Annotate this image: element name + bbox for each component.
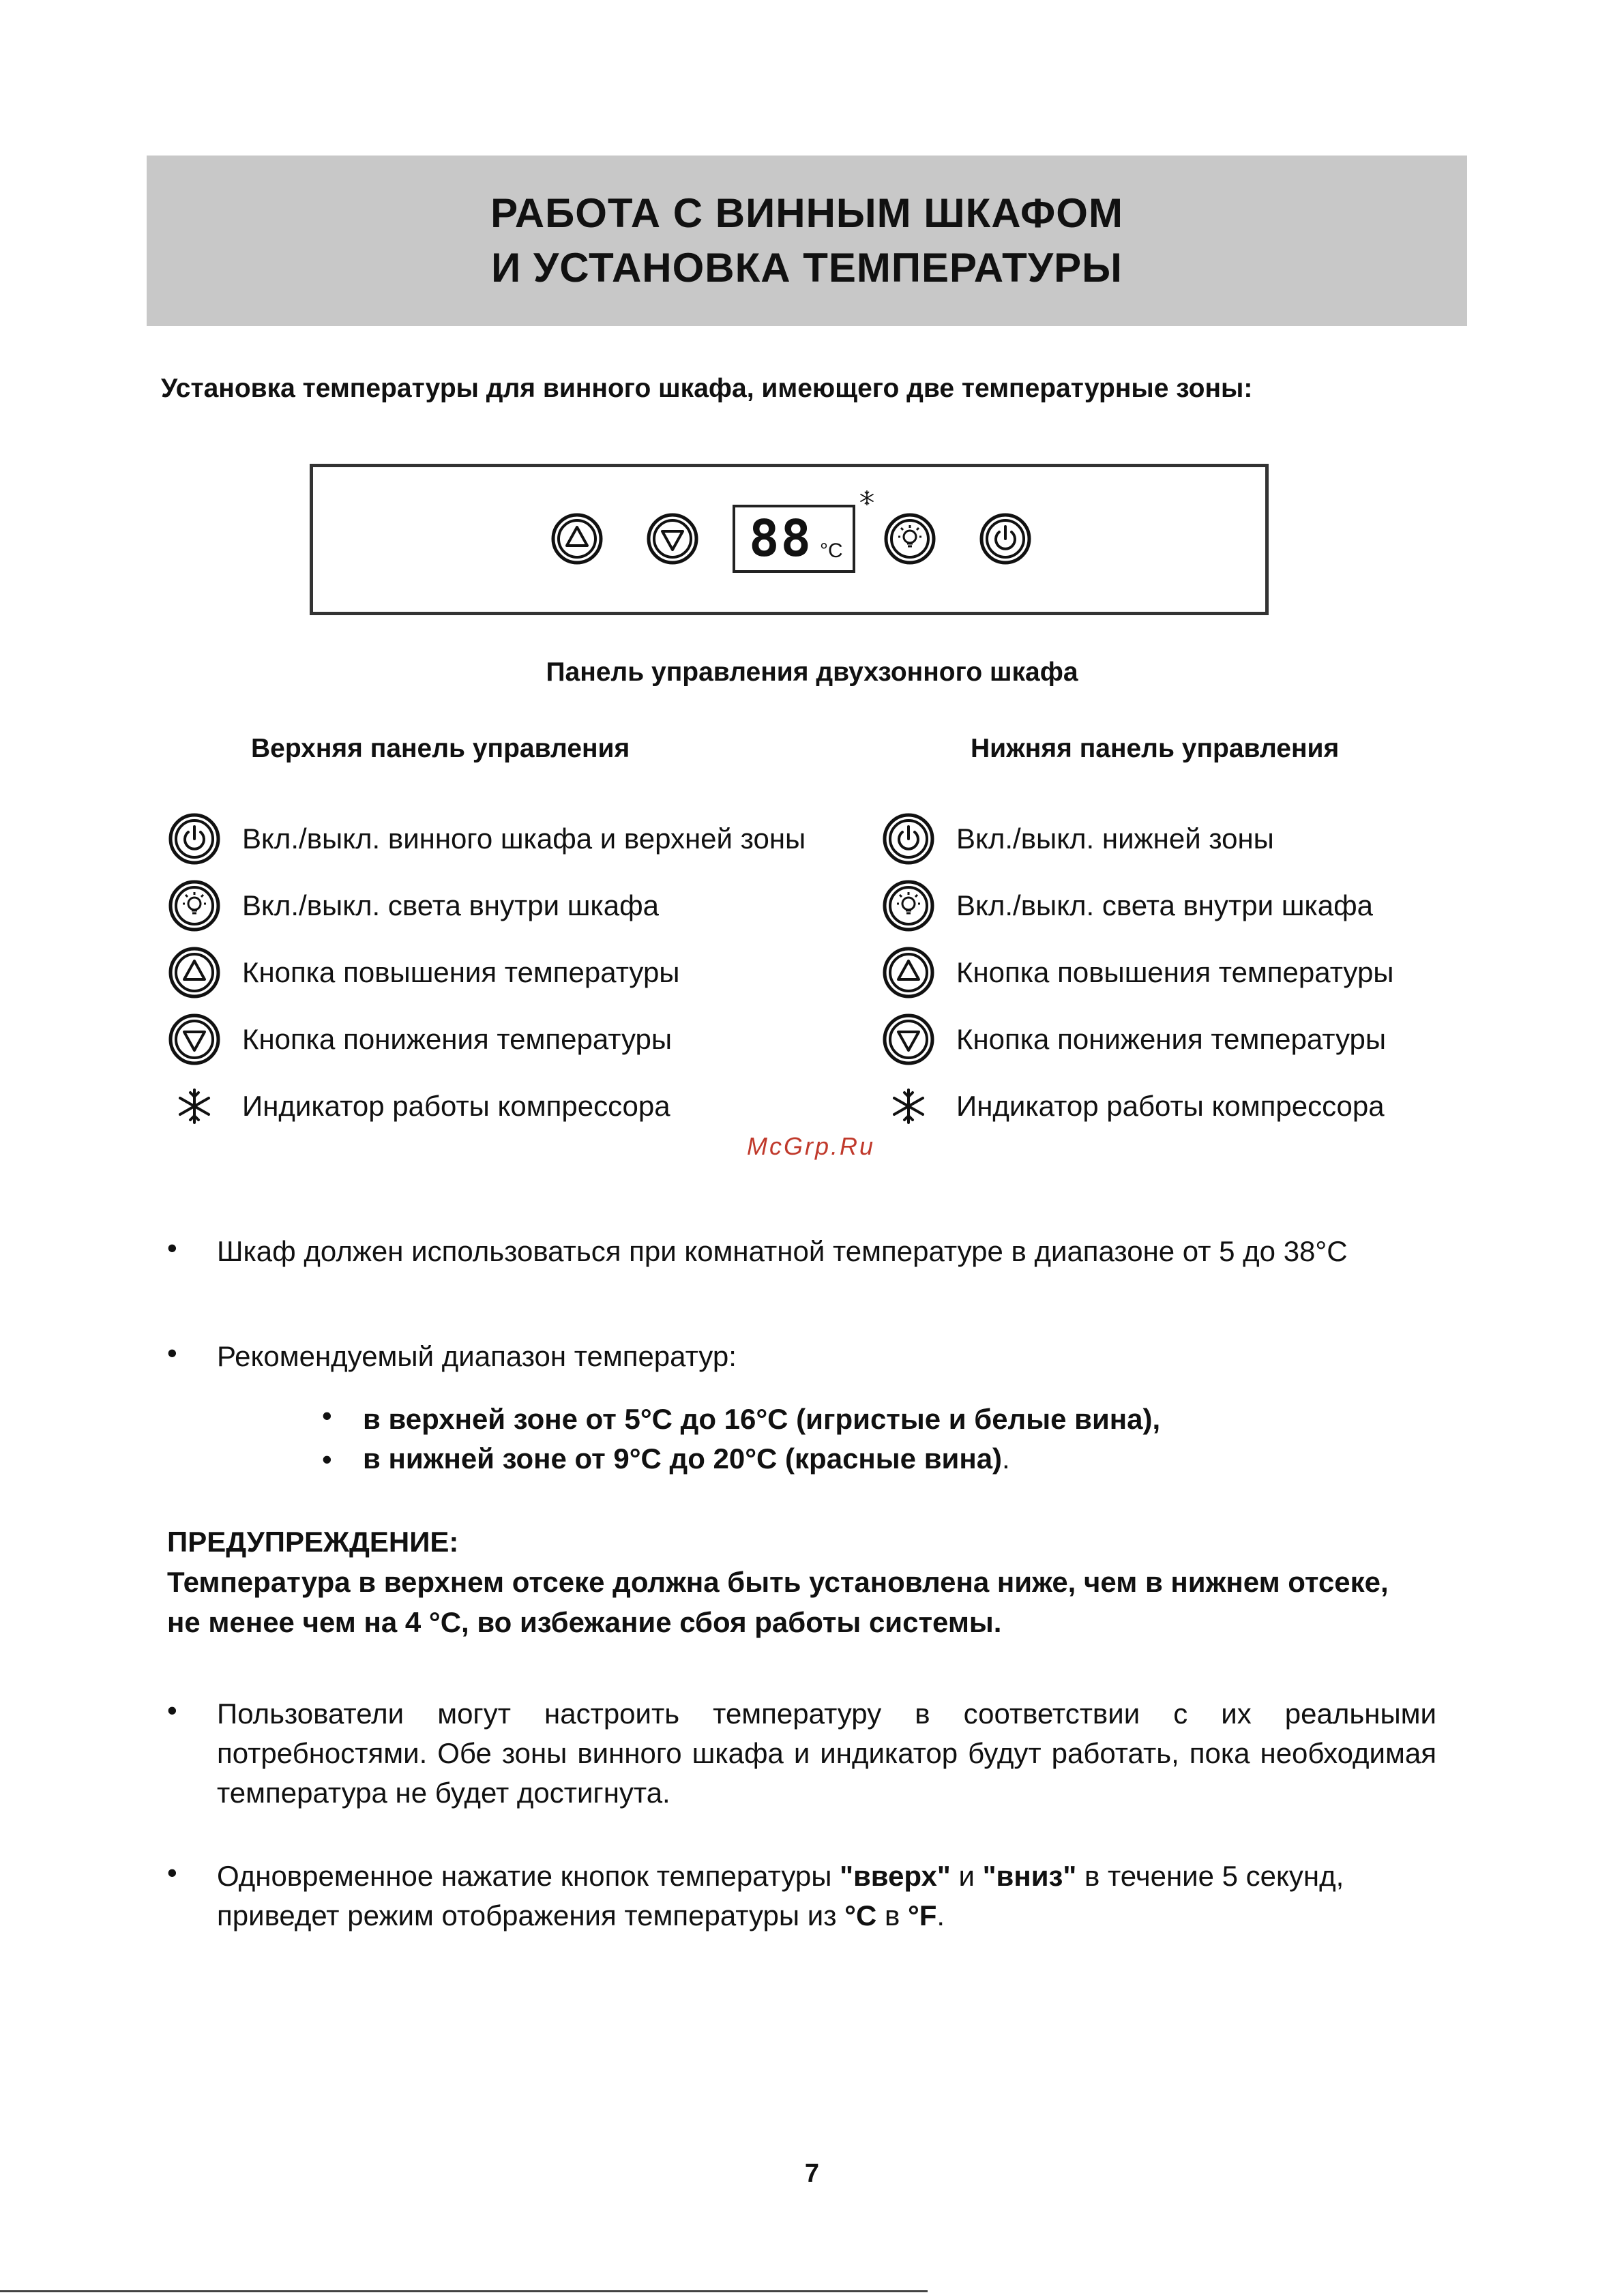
text-fragment: в течение 5 секунд, [1076, 1860, 1344, 1892]
light-icon [167, 878, 222, 933]
light-icon [883, 512, 937, 566]
legend-item [167, 945, 806, 1000]
bullet-users: Пользователи могут настроить температуру в соответствии с их реальными потребностями. Обе зоны винного шкафа и индикатор будут работать, пока необходимая температура не будет достигнута. [217, 1698, 1436, 1809]
temp-down-icon [167, 1012, 222, 1067]
text-fragment: Одновременное нажатие кнопок температуры [217, 1860, 840, 1892]
legend-item [881, 878, 1393, 933]
temp-down-icon [881, 1012, 936, 1067]
down-label: "вниз" [982, 1860, 1077, 1892]
celsius-label: °C [844, 1899, 877, 1931]
bullet-marker: • [167, 1337, 177, 1369]
page-title-line1: РАБОТА С ВИННЫМ ШКАФОМ [490, 190, 1123, 236]
legend-label: Вкл./выкл. винного шкафа и верхней зоны [242, 823, 806, 855]
snowflake-icon [167, 1079, 222, 1134]
lower-panel-legend [881, 812, 1393, 1134]
lower-zone-text: в нижней зоне от 9°С до 20°С (красные вина) [363, 1442, 1003, 1475]
lower-panel-heading: Нижняя панель управления [971, 734, 1340, 763]
bullet-marker: • [322, 1443, 332, 1475]
legend-label: Кнопка понижения температуры [242, 1023, 673, 1055]
display-digits: 88 [749, 509, 813, 568]
warning-heading: ПРЕДУПРЕЖДЕНИЕ: [167, 1526, 459, 1558]
bullet-marker: • [167, 1856, 177, 1889]
warning-line2: не менее чем на 4 °С, во избежание сбоя работы системы. [167, 1606, 1002, 1638]
text-fragment: и [950, 1860, 983, 1892]
lower-zone-end: . [1002, 1442, 1010, 1475]
legend-label: Индикатор работы компрессора [242, 1090, 670, 1122]
legend-item [881, 1012, 1393, 1067]
legend-label: Кнопка повышения температуры [242, 956, 680, 988]
legend-item [167, 812, 806, 866]
watermark: McGrp.Ru [747, 1132, 876, 1160]
title-banner [147, 156, 1467, 326]
bullet-marker: • [322, 1400, 332, 1432]
legend-label: Вкл./выкл. света внутри шкафа [242, 889, 659, 921]
temp-up-icon [550, 512, 604, 566]
legend-label: Вкл./выкл. света внутри шкафа [956, 889, 1373, 921]
panel-caption: Панель управления двухзонного шкафа [546, 657, 1078, 687]
bullet-marker: • [167, 1232, 177, 1264]
bullet-lower-zone [363, 1439, 1454, 1479]
bottom-rule [0, 2290, 928, 2292]
legend-item [881, 945, 1393, 1000]
power-icon [167, 812, 222, 866]
light-icon [881, 878, 936, 933]
temperature-display [733, 505, 855, 573]
upper-panel-heading: Верхняя панель управления [251, 734, 630, 763]
fahrenheit-label: °F [907, 1899, 937, 1931]
legend-item [167, 878, 806, 933]
upper-panel-legend [167, 812, 806, 1134]
bullet-simultaneous [217, 1856, 1445, 1936]
temp-up-icon [167, 945, 222, 1000]
temp-down-icon [645, 512, 700, 566]
temp-up-icon [881, 945, 936, 1000]
warning-line1: Температура в верхнем отсеке должна быть установлена ниже, чем в нижнем отсеке, [167, 1566, 1389, 1598]
snowflake-icon [855, 486, 879, 509]
legend-item [881, 1079, 1393, 1134]
bullet-upper-zone: в верхней зоне от 5°С до 16°С (игристые и белые вина), [363, 1403, 1161, 1435]
bullet-marker: • [167, 1694, 177, 1726]
section-subtitle: Установка температуры для винного шкафа, имеющего две температурные зоны: [161, 374, 1253, 403]
power-icon [881, 812, 936, 866]
snowflake-icon [881, 1079, 936, 1134]
page-title-line2: И УСТАНОВКА ТЕМПЕРАТУРЫ [491, 245, 1123, 291]
simultaneous-line2 [217, 1896, 1445, 1936]
legend-label: Кнопка повышения температуры [956, 956, 1394, 988]
display-unit: °C [820, 539, 843, 562]
text-fragment: приведет режим отображения температуры из [217, 1899, 845, 1931]
legend-item [881, 812, 1393, 866]
control-panel-illustration [310, 464, 1269, 615]
bullet-room-temp: Шкаф должен использоваться при комнатной температуре в диапазоне от 5 до 38°С [217, 1235, 1348, 1267]
legend-item [167, 1012, 806, 1067]
legend-label: Индикатор работы компрессора [956, 1090, 1385, 1122]
text-fragment: . [936, 1899, 945, 1931]
legend-item [167, 1079, 806, 1134]
page-number: 7 [804, 2159, 820, 2188]
simultaneous-line1 [217, 1856, 1445, 1896]
text-fragment: в [876, 1899, 908, 1931]
bullet-recommended: Рекомендуемый диапазон температур: [217, 1340, 737, 1372]
up-label: "вверх" [840, 1860, 951, 1892]
legend-label: Кнопка понижения температуры [956, 1023, 1387, 1055]
power-icon [978, 512, 1033, 566]
legend-label: Вкл./выкл. нижней зоны [956, 823, 1274, 855]
